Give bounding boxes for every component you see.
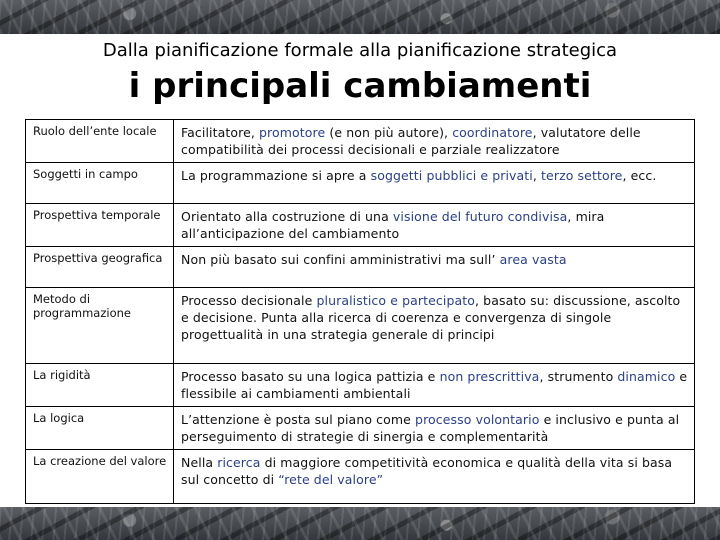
row-label: Soggetti in campo — [26, 163, 174, 204]
row-description: Non più basato sui confini amministrativi ma sull’ area vasta — [174, 247, 695, 288]
row-description: Facilitatore, promotore (e non più autore), coordinatore, valutatore delle compatibilità dei processi decisionali e parziale realizzatore — [174, 120, 695, 163]
table-row — [26, 288, 695, 364]
row-description: Orientato alla costruzione di una visione del futuro condivisa, mira all’anticipazione del cambiamento — [174, 204, 695, 247]
row-description: L’attenzione è posta sul piano come processo volontario e inclusivo e punta al perseguimento di strategie di sinergia e complementarità — [174, 407, 695, 450]
table-row — [26, 364, 695, 407]
row-label: La rigidità — [26, 364, 174, 407]
row-label: Ruolo dell’ente locale — [26, 120, 174, 163]
table-row — [26, 163, 695, 204]
table-row — [26, 407, 695, 450]
table-row — [26, 204, 695, 247]
slide-subtitle: i principali cambiamenti — [128, 66, 592, 106]
slide-title: Dalla pianificazione formale alla pianificazione strategica — [102, 40, 618, 61]
aerial-photo-banner-top — [0, 0, 720, 34]
row-label: Prospettiva geografica — [26, 247, 174, 288]
changes-table — [25, 119, 695, 504]
row-label: La creazione del valore — [26, 450, 174, 504]
row-description: Processo basato su una logica pattizia e non prescrittiva, strumento dinamico e flessibile ai cambiamenti ambientali — [174, 364, 695, 407]
row-description: Processo decisionale pluralistico e partecipato, basato su: discussione, ascolto e decisione. Punta alla ricerca di coerenza e convergenza di singole progettualità in una strategia generale di principi — [174, 288, 695, 364]
row-description: La programmazione si apre a soggetti pubblici e privati, terzo settore, ecc. — [174, 163, 695, 204]
table-row — [26, 450, 695, 504]
table-row — [26, 120, 695, 163]
table-row — [26, 247, 695, 288]
row-label: Prospettiva temporale — [26, 204, 174, 247]
row-description: Nella ricerca di maggiore competitività economica e qualità della vita si basa sul concetto di “rete del valore” — [174, 450, 695, 504]
aerial-photo-banner-bottom — [0, 507, 720, 540]
row-label: La logica — [26, 407, 174, 450]
row-label: Metodo di programmazione — [26, 288, 174, 364]
